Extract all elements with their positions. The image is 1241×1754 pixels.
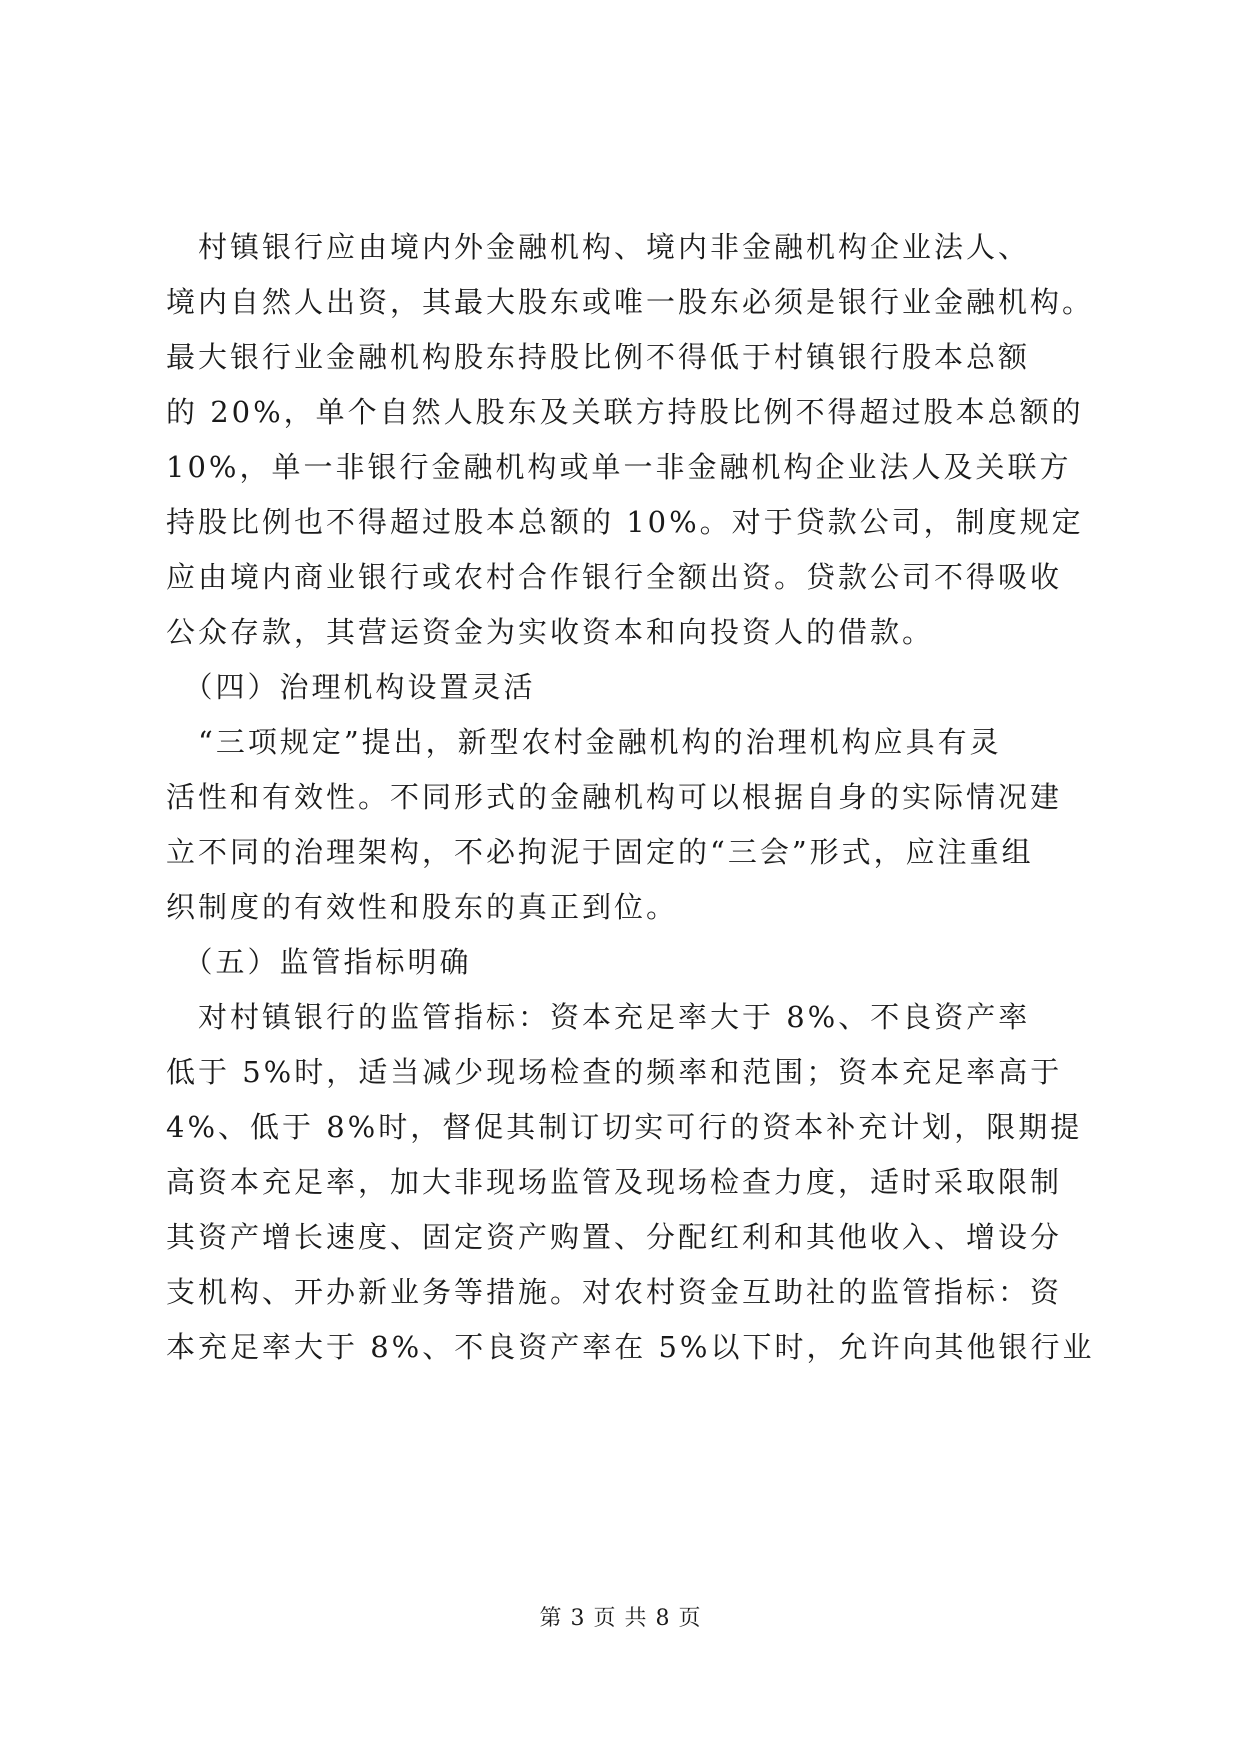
text-line: 本充足率大于 8%、不良资产率在 5%以下时，允许向其他银行业 [166, 1330, 1095, 1364]
text-line: 10%，单一非银行金融机构或单一非金融机构企业法人及关联方 [166, 450, 1072, 484]
page-footer: 第 3 页 共 8 页 [539, 1606, 702, 1631]
text-line: 应由境内商业银行或农村合作银行全额出资。贷款公司不得吸收 [166, 560, 1063, 594]
text-line: 村镇银行应由境内外金融机构、境内非金融机构企业法人、 [166, 230, 1031, 264]
text-line: 4%、低于 8%时，督促其制订切实可行的资本补充计划，限期提 [166, 1110, 1083, 1144]
text-line: 最大银行业金融机构股东持股比例不得低于村镇银行股本总额 [166, 340, 1031, 374]
text-line: 对村镇银行的监管指标：资本充足率大于 8%、不良资产率 [166, 1000, 1031, 1034]
text-line: 活性和有效性。不同形式的金融机构可以根据自身的实际情况建 [166, 780, 1063, 814]
text-line: “三项规定”提出，新型农村金融机构的治理机构应具有灵 [166, 725, 1002, 759]
text-line: 持股比例也不得超过股本总额的 10%。对于贷款公司，制度规定 [166, 505, 1084, 539]
text-line: 境内自然人出资，其最大股东或唯一股东必须是银行业金融机构。 [166, 285, 1095, 319]
text-line: 低于 5%时，适当减少现场检查的频率和范围；资本充足率高于 [166, 1055, 1063, 1089]
section-heading: （四）治理机构设置灵活 [166, 670, 536, 704]
text-line: 织制度的有效性和股东的真正到位。 [166, 890, 679, 924]
text-line: 立不同的治理架构，不必拘泥于固定的“三会”形式，应注重组 [166, 835, 1034, 869]
text-line: 支机构、开办新业务等措施。对农村资金互助社的监管指标：资 [166, 1275, 1063, 1309]
text-line: 其资产增长速度、固定资产购置、分配红利和其他收入、增设分 [166, 1220, 1063, 1254]
text-line: 高资本充足率，加大非现场监管及现场检查力度，适时采取限制 [166, 1165, 1063, 1199]
text-line: 公众存款，其营运资金为实收资本和向投资人的借款。 [166, 615, 935, 649]
text-line: 的 20%，单个自然人股东及关联方持股比例不得超过股本总额的 [166, 395, 1084, 429]
section-heading: （五）监管指标明确 [166, 945, 472, 979]
